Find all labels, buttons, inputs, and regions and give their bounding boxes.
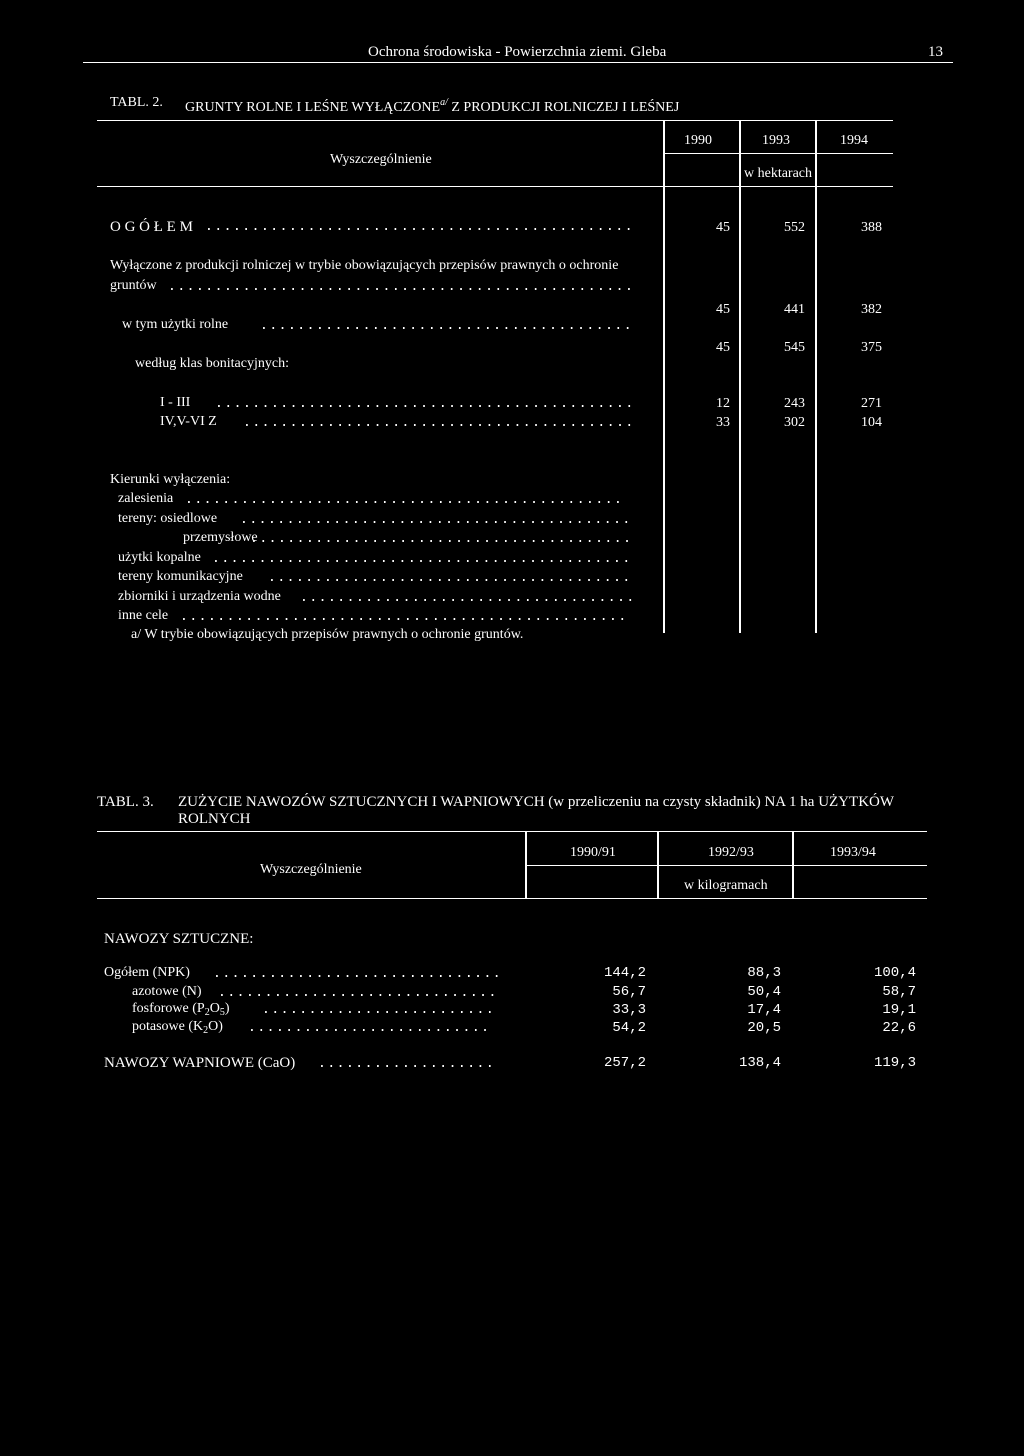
row-ogolem-1990: 45 <box>716 220 730 235</box>
row-i-iii-label: I - III <box>160 395 191 410</box>
row-iv-vi-1990: 33 <box>716 415 730 430</box>
direction-zbiorniki-dots: .................................... <box>300 590 636 605</box>
row-ogolem-dots: .............................................. <box>205 219 635 234</box>
row-n-v1: 56,7 <box>612 984 646 1000</box>
table3-col-header: Wyszczególnienie <box>260 862 362 877</box>
table2-title-main: GRUNTY ROLNE I LEŚNE WYŁĄCZONE <box>185 100 441 115</box>
table3-vline-3 <box>792 832 794 899</box>
row-wylaczone-dots: .................................................. <box>168 279 635 294</box>
row-k2o-v1: 54,2 <box>612 1020 646 1036</box>
table2-year-1994: 1994 <box>840 133 868 148</box>
direction-komunikacyjne: tereny komunikacyjne <box>118 569 243 584</box>
direction-zalesienia-dots: ............................................... <box>185 492 624 507</box>
row-i-iii-dots: ............................................. <box>215 396 635 411</box>
header-rule <box>83 62 953 63</box>
table2-year-1990: 1990 <box>684 133 712 148</box>
row-cao-v3: 119,3 <box>873 1055 916 1071</box>
row-n-label: azotowe (N) <box>132 984 202 999</box>
direction-inne: inne cele <box>118 608 169 623</box>
table3-section-sztuczne: NAWOZY SZTUCZNE: <box>104 931 254 947</box>
table2-title-sup: a/ <box>440 97 448 108</box>
table3-top-rule <box>97 831 927 832</box>
row-npk-label: Ogółem (NPK) <box>104 965 190 980</box>
direction-komunikacyjne-dots: ....................................... <box>268 570 632 585</box>
direction-zalesienia: zalesienia <box>118 491 174 506</box>
row-i-iii-1990: 12 <box>716 396 730 411</box>
row-npk-dots: ............................... <box>213 966 503 981</box>
row-uzytki-label: w tym użytki rolne <box>122 317 229 332</box>
row-k2o-label <box>132 1019 223 1039</box>
direction-zbiorniki: zbiorniki i urządzenia wodne <box>118 589 281 604</box>
row-p2o5-post: ) <box>224 1001 230 1016</box>
row-i-iii-1994: 271 <box>861 396 882 411</box>
row-k2o-label-pre: potasowe (K <box>132 1019 204 1034</box>
direction-inne-dots: ................................................ <box>180 609 628 624</box>
table3-year-3: 1993/94 <box>830 845 876 860</box>
table3-year-rule <box>527 865 927 866</box>
table3-vline-2 <box>657 832 659 899</box>
table2-header-bottom-rule <box>97 186 893 187</box>
row-k2o-mid: O) <box>208 1019 223 1034</box>
row-p2o5-sub1: 2 <box>204 1007 210 1018</box>
direction-przemyslowe-dots: ......................................... <box>250 531 633 546</box>
table2-title <box>185 95 679 116</box>
table2-vline-1 <box>663 121 665 633</box>
row-iv-vi-dots: .......................................... <box>243 415 635 430</box>
row-cao-dots: ................... <box>318 1056 496 1071</box>
table2-footnote: a/ W trybie obowiązujących przepisów prawnych o ochronie gruntów. <box>131 627 524 642</box>
row-wylaczone-1993: 441 <box>784 302 805 317</box>
row-p2o5-dots: ......................... <box>262 1002 496 1017</box>
table3-title-line1: ZUŻYCIE NAWOZÓW SZTUCZNYCH I WAPNIOWYCH (w przeliczeniu na czysty składnik) NA 1 ha UŻYTKÓW <box>178 794 895 810</box>
table2-unit: w hektarach <box>744 166 813 181</box>
table2-top-rule <box>97 120 893 121</box>
table3-header-bottom-rule <box>97 898 927 899</box>
row-uzytki-1994: 375 <box>861 340 882 355</box>
row-npk-v2: 88,3 <box>747 965 781 981</box>
row-p2o5-label <box>132 1001 230 1021</box>
row-uzytki-1990: 45 <box>716 340 730 355</box>
direction-kopalne: użytki kopalne <box>118 550 201 565</box>
direction-osiedlowe: tereny: osiedlowe <box>118 511 218 526</box>
row-n-v3: 58,7 <box>882 984 916 1000</box>
directions-title: Kierunki wyłączenia: <box>110 472 231 487</box>
row-wylaczone-1994: 382 <box>861 302 882 317</box>
table3-label: TABL. 3. <box>97 794 154 810</box>
table2-col-header: Wyszczególnienie <box>330 152 432 167</box>
row-ogolem-1993: 552 <box>784 220 805 235</box>
row-i-iii-1993: 243 <box>784 396 805 411</box>
row-klasy-label: według klas bonitacyjnych: <box>135 356 289 371</box>
direction-kopalne-dots: ............................................. <box>212 551 632 566</box>
table3-year-2: 1992/93 <box>708 845 754 860</box>
row-p2o5-sub2: 5 <box>219 1007 225 1018</box>
row-cao-v1: 257,2 <box>603 1055 646 1071</box>
row-uzytki-1993: 545 <box>784 340 805 355</box>
row-p2o5-v2: 17,4 <box>747 1002 781 1018</box>
running-header: Ochrona środowiska - Powierzchnia ziemi. Gleba <box>368 44 667 60</box>
table3-title-line2: ROLNYCH <box>178 811 251 827</box>
table2-vline-3 <box>815 121 817 633</box>
row-cao-label: NAWOZY WAPNIOWE (CaO) <box>104 1055 296 1071</box>
row-iv-vi-label: IV,V-VI Z <box>160 414 217 429</box>
table3-unit: w kilogramach <box>684 878 768 893</box>
table2-title-rest: Z PRODUKCJI ROLNICZEJ I LEŚNEJ <box>451 100 680 115</box>
row-k2o-v3: 22,6 <box>882 1020 916 1036</box>
row-p2o5-v1: 33,3 <box>612 1002 646 1018</box>
row-p2o5-v3: 19,1 <box>882 1002 916 1018</box>
table2-label: TABL. 2. <box>110 95 163 110</box>
row-wylaczone-1990: 45 <box>716 302 730 317</box>
table2-year-rule <box>665 153 893 154</box>
row-iv-vi-1994: 104 <box>861 415 882 430</box>
row-cao-v2: 138,4 <box>738 1055 781 1071</box>
table3-vline-1 <box>525 832 527 899</box>
table2-vline-2 <box>739 121 741 633</box>
row-k2o-v2: 20,5 <box>747 1020 781 1036</box>
row-npk-v1: 144,2 <box>603 965 646 981</box>
page-number: 13 <box>928 44 943 60</box>
direction-osiedlowe-dots: .......................................... <box>240 512 632 527</box>
direction-przemyslowe: przemysłowe <box>183 530 258 545</box>
row-ogolem-1994: 388 <box>861 220 882 235</box>
row-k2o-dots: .......................... <box>248 1020 491 1035</box>
row-wylaczone-label2: gruntów <box>110 278 157 293</box>
row-k2o-sub1: 2 <box>203 1025 209 1036</box>
row-n-dots: .............................. <box>218 985 498 1000</box>
row-ogolem-label: O G Ó Ł E M <box>110 219 193 235</box>
table2-year-1993: 1993 <box>762 133 790 148</box>
row-n-v2: 50,4 <box>747 984 781 1000</box>
row-p2o5-mid: O <box>209 1001 220 1016</box>
row-iv-vi-1993: 302 <box>784 415 805 430</box>
row-p2o5-label-pre: fosforowe (P <box>132 1001 205 1016</box>
row-wylaczone-label: Wyłączone z produkcji rolniczej w trybie obowiązujących przepisów prawnych o ochronie <box>110 258 619 273</box>
table3-year-1: 1990/91 <box>570 845 616 860</box>
row-npk-v3: 100,4 <box>873 965 916 981</box>
row-uzytki-dots: ........................................ <box>260 318 634 333</box>
